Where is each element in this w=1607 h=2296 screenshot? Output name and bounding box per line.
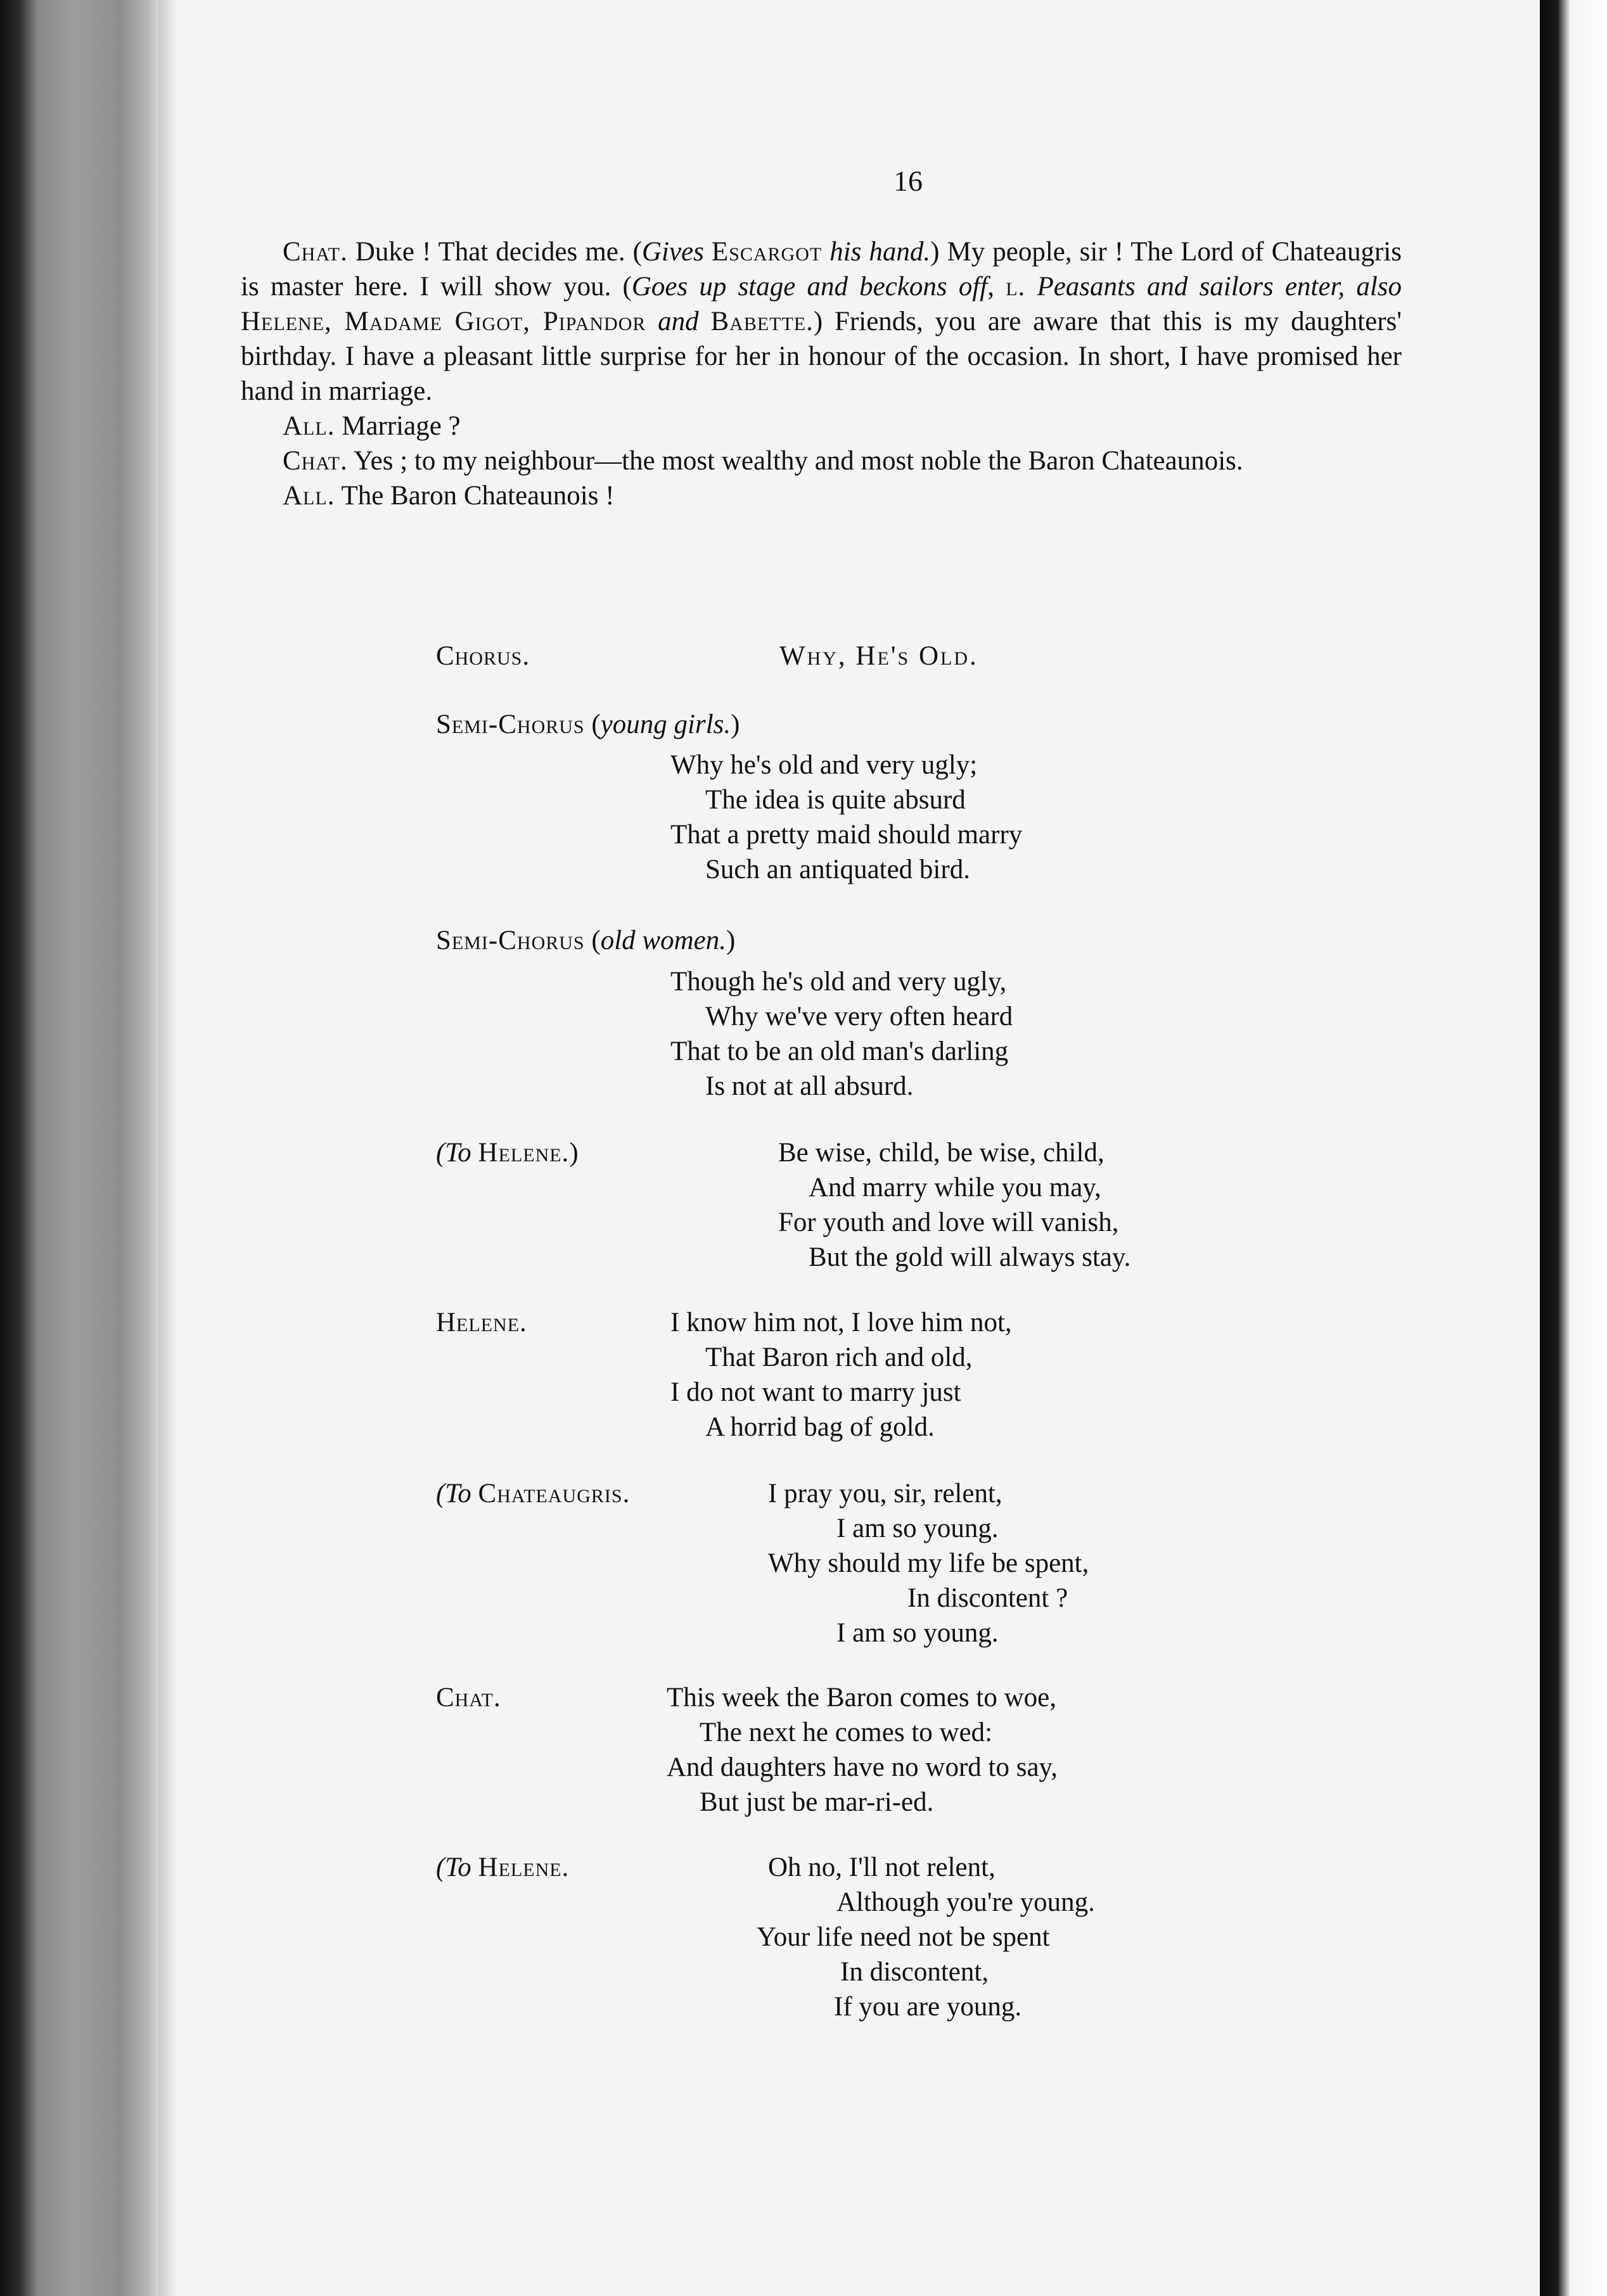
verse-line: I am so young. xyxy=(836,1514,999,1543)
dialogue-text: l. xyxy=(1006,272,1026,302)
verse-line: The next he comes to wed: xyxy=(700,1718,993,1747)
dialogue-text: ) Friends, you are aware that this is my daughters' birthday. I have a pleasant little surprise for her in honour of the occasion. In short, I have promised her hand in marriage. xyxy=(241,307,1402,406)
verse-to-helene-2 xyxy=(757,1850,1095,2024)
verse-line: Why should my life be spent, xyxy=(768,1548,1089,1578)
verse-line: The idea is quite absurd xyxy=(705,785,966,815)
dialogue-block xyxy=(241,234,1402,513)
verse-line: Your life need not be spent xyxy=(757,1922,1050,1952)
stage-cue-to-helene-2: (To Helene. xyxy=(436,1853,570,1882)
verse-line: Though he's old and very ugly, xyxy=(670,967,1007,997)
dialogue-text: Gives xyxy=(641,237,712,267)
dialogue-text: ) My people, sir ! The Lord of Chateaugris is master here. I will show you. ( xyxy=(241,237,1402,302)
verse-line: That to be an old man's darling xyxy=(670,1036,1009,1066)
verse-line: If you are young. xyxy=(834,1992,1022,2022)
verse-line: I am so young. xyxy=(836,1618,999,1648)
verse-line: For youth and love will vanish, xyxy=(778,1208,1119,1237)
chorus-title: Why, He's Old. xyxy=(779,641,978,671)
dialogue-text: Escargot xyxy=(711,237,823,267)
verse-line: And marry while you may, xyxy=(809,1173,1101,1202)
verse-line: Why he's old and very ugly; xyxy=(670,750,978,780)
verse-line: Such an antiquated bird. xyxy=(705,855,970,884)
speaker-name: All. xyxy=(283,481,335,511)
verse-line: Why we've very often heard xyxy=(705,1002,1013,1031)
verse-to-chateaugris xyxy=(768,1476,1089,1650)
dialogue-text: The Baron Chateaunois ! xyxy=(335,481,615,511)
verse-line: And daughters have no word to say, xyxy=(667,1752,1058,1782)
speaker-chat: Chat. xyxy=(436,1683,501,1712)
verse-line: That Baron rich and old, xyxy=(705,1343,973,1372)
stage-cue-to-chateaugris: (To Chateaugris. xyxy=(436,1479,631,1508)
dialogue-text: Marriage ? xyxy=(335,411,461,441)
dialogue-text: Duke ! That decides me. ( xyxy=(347,237,642,267)
chorus-label: Chorus. xyxy=(436,641,530,671)
verse-young-girls xyxy=(670,748,1022,887)
dialogue-all-2 xyxy=(241,478,1402,513)
speaker-name: Chat. xyxy=(283,446,348,476)
verse-line: I know him not, I love him not, xyxy=(670,1308,1012,1337)
book-spine-edge xyxy=(0,0,158,2296)
dialogue-text: Yes ; to my neighbour—the most wealthy and most noble the Baron Chateaunois. xyxy=(347,446,1243,476)
verse-line: In discontent ? xyxy=(907,1583,1068,1613)
verse-to-helene-1 xyxy=(778,1135,1130,1275)
verse-line: Is not at all absurd. xyxy=(705,1071,914,1101)
facing-page-edge xyxy=(1540,0,1607,2296)
dialogue-chat-2 xyxy=(241,443,1402,478)
semi-chorus-old-label: Semi-Chorus (old women.) xyxy=(436,926,736,955)
speaker-name: All. xyxy=(283,411,335,441)
verse-line: Be wise, child, be wise, child, xyxy=(778,1138,1104,1168)
dialogue-text: Peasants and sailors enter, also xyxy=(1025,272,1402,302)
verse-line: Oh no, I'll not relent, xyxy=(768,1853,996,1882)
verse-line: In discontent, xyxy=(840,1957,989,1987)
verse-helene xyxy=(670,1305,1012,1445)
dialogue-text: Goes up stage and beckons off xyxy=(631,272,988,302)
verse-line: This week the Baron comes to woe, xyxy=(667,1683,1056,1712)
verse-line: I do not want to marry just xyxy=(670,1377,961,1407)
page-gutter-shadow xyxy=(158,0,177,2296)
dialogue-text: , xyxy=(987,272,1006,302)
verse-line: Although you're young. xyxy=(836,1887,1095,1917)
verse-line: But just be mar-ri-ed. xyxy=(700,1787,934,1817)
page-number: 16 xyxy=(893,165,923,197)
verse-line: That a pretty maid should marry xyxy=(670,820,1023,850)
speaker-helene: Helene. xyxy=(436,1308,527,1337)
verse-line: I pray you, sir, relent, xyxy=(768,1479,1002,1508)
verse-line: A horrid bag of gold. xyxy=(705,1412,935,1442)
dialogue-all-1 xyxy=(241,409,1402,443)
verse-chat xyxy=(667,1680,1058,1820)
semi-chorus-young-label: Semi-Chorus (young girls.) xyxy=(436,710,740,739)
verse-line: But the gold will always stay. xyxy=(809,1242,1131,1272)
speaker-name: Chat. xyxy=(283,237,348,267)
stage-cue-to-helene-1: (To Helene.) xyxy=(436,1138,579,1168)
verse-old-women xyxy=(670,964,1013,1104)
dialogue-text: Babette. xyxy=(710,307,814,336)
dialogue-text: Helene, Madame Gigot, Pipandor xyxy=(241,307,646,336)
dialogue-text: and xyxy=(646,307,711,336)
dialogue-text: his hand. xyxy=(822,237,931,267)
dialogue-chat-1 xyxy=(241,234,1402,409)
